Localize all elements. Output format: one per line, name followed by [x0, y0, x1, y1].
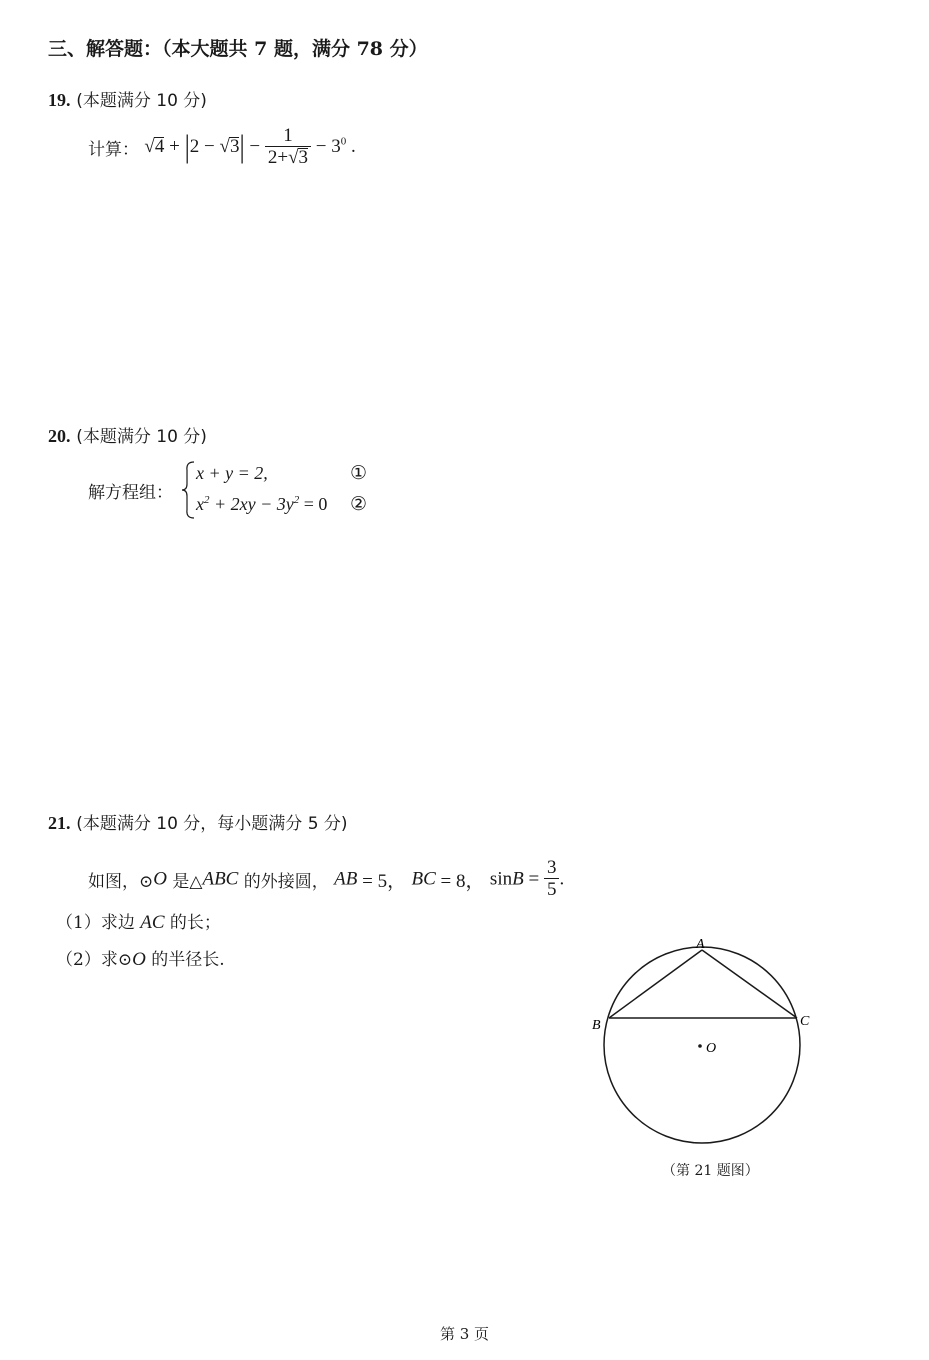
q21-ab: AB — [334, 868, 358, 890]
q19-prompt: 计算： — [88, 140, 139, 160]
segment-ac — [702, 950, 797, 1018]
q20-prompt: 解方程组： — [88, 483, 173, 503]
q19-minus3: − — [315, 135, 327, 157]
label-o: O — [706, 1041, 717, 1056]
q21-number: 21. — [48, 813, 71, 833]
label-a: A — [696, 937, 705, 952]
center-o-dot — [698, 1044, 702, 1048]
q21-header — [48, 809, 348, 834]
q21-part1-ac: AC — [140, 912, 165, 933]
q21-sin-b: B — [512, 868, 524, 890]
q21-part1 — [56, 908, 221, 934]
circumcircle — [604, 947, 800, 1143]
q21-figure-caption: （第 21 题图） — [662, 1163, 759, 1179]
q20-eq1: x + y = 2, — [196, 463, 268, 483]
q21-note: (本题满分 10 分，每小题满分 5 分) — [76, 814, 348, 834]
q19-frac-den: 2+√3 — [267, 147, 309, 168]
q21-stem-c: 的外接圆， — [238, 872, 329, 892]
q21-stem-b: 是△ — [166, 872, 203, 892]
q21-figure — [585, 930, 825, 1160]
q20-eq2-a-exp: 2 — [204, 494, 210, 506]
q20-eq2-b: + 2xy − 3y — [209, 494, 294, 514]
q19-den-plus: + — [277, 147, 289, 168]
q19-power-base: 3 — [331, 135, 341, 157]
q19-sqrt4: 4 — [154, 135, 165, 157]
q20-eq2-c: = 0 — [299, 494, 328, 514]
q21-sin: sin — [489, 868, 513, 890]
q20-eq2-a: x — [196, 494, 204, 514]
q21-stem-o: O — [153, 868, 167, 890]
q19-expression: √4 + |2 − √3| − $\frac{1}{2+√3}$ − $3^0$ . — [144, 125, 356, 168]
q21-stem — [88, 858, 564, 901]
q21-stem-abc: ABC — [202, 868, 239, 890]
q21-end: . — [559, 868, 565, 890]
q19-sqrt3: 3 — [229, 135, 240, 157]
q21-sin-den: 5 — [546, 879, 557, 900]
q19-note: (本题满分 10 分) — [76, 91, 207, 111]
q21-stem-a: 如图，⊙ — [88, 872, 154, 892]
q21-sin-eq: = — [523, 868, 544, 890]
q19-abs-left: 2 — [189, 135, 200, 157]
q19-number: 19. — [48, 90, 71, 110]
q19-power-exp: 0 — [340, 135, 347, 148]
q19-minus2: − — [249, 135, 261, 157]
q19-header — [48, 86, 207, 111]
q21-part2-o: O — [132, 949, 146, 970]
label-c: C — [800, 1014, 810, 1029]
q21-bc: BC — [411, 868, 436, 890]
q21-sin-fraction — [544, 858, 560, 901]
q21-part2-b: 的半径长. — [145, 950, 225, 970]
q20-eq1-mark: ① — [350, 463, 368, 484]
q21-part2 — [56, 945, 225, 971]
q20-eq2 — [196, 494, 327, 515]
q20-eq2-mark: ② — [350, 494, 368, 515]
q21-part1-b: 的长； — [164, 913, 221, 933]
q20-number: 20. — [48, 426, 71, 446]
q20-note: (本题满分 10 分) — [76, 427, 207, 447]
section-title: 三、解答题：（本大题共 7 题，满分 78 分） — [48, 38, 428, 60]
q21-part1-a: （1）求边 — [56, 913, 141, 933]
q19-den-a: 2 — [267, 147, 278, 168]
q21-part2-a: （2）求⊙ — [56, 950, 133, 970]
q21-sin-num: 3 — [544, 858, 560, 879]
q19-body — [88, 126, 356, 169]
segment-ab — [609, 950, 702, 1018]
page-number: 第 3 页 — [439, 1325, 490, 1343]
q19-den-sqrt: 3 — [298, 147, 309, 168]
q19-fraction — [265, 126, 311, 169]
q19-plus: + — [169, 135, 180, 157]
label-b: B — [592, 1018, 601, 1033]
q20-eq2-b-exp: 2 — [293, 494, 300, 506]
q21-ab-val: = 5， — [357, 871, 407, 892]
q19-minus: − — [204, 135, 215, 157]
q20-header — [48, 422, 207, 447]
q19-end: . — [351, 135, 356, 157]
q19-frac-num: 1 — [265, 126, 311, 147]
q21-bc-val: = 8， — [435, 871, 485, 892]
